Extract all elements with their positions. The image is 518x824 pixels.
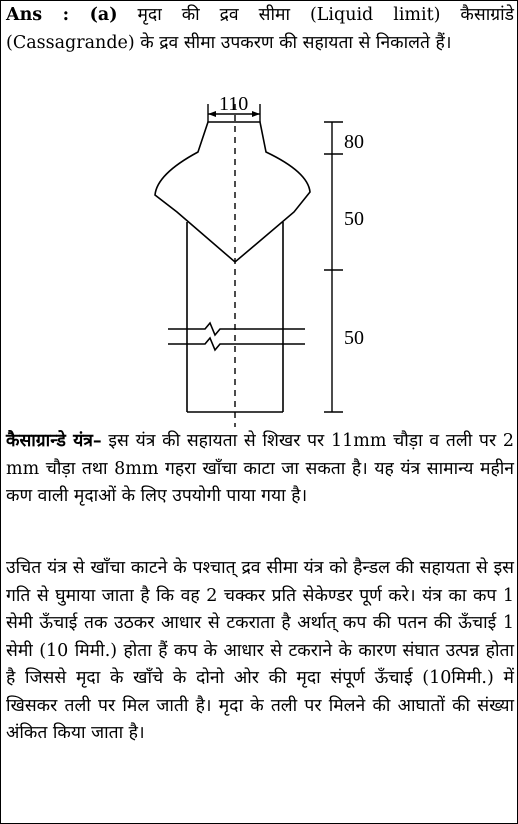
- grooving-tool-diagram: [140, 92, 380, 427]
- device-heading: कैसाग्रान्डे यंत्र–: [6, 431, 102, 451]
- device-paragraph: [6, 428, 514, 511]
- dimension-50-lower: 50: [344, 327, 364, 349]
- tool-outline: [155, 122, 310, 412]
- dimension-50-middle: 50: [344, 208, 364, 230]
- height-dimension: [324, 122, 343, 412]
- answer-intro-text: मृदा की द्रव सीमा (Liquid limit) कैसाग्रांडे (Cassagrande) के द्रव सीमा उपकरण की सहायता से निकालते हैं।: [6, 5, 514, 53]
- answer-intro: [6, 2, 514, 57]
- top-width-label: 110: [219, 93, 249, 115]
- device-text: इस यंत्र की सहायता से शिखर पर 11mm चौड़ा व तली पर 2 mm चौड़ा तथा 8mm गहरा खाँचा काटा जा सकता है। यह यंत्र सामान्य महीन कण वाली मृदाओं के लिए उपयोगी पाया गया है।: [6, 431, 514, 506]
- procedure-paragraph: उचित यंत्र से खाँचा काटने के पश्चात् द्रव सीमा यंत्र को हैन्डल की सहायता से इस गति से घुमाया जाता है कि वह 2 चक्कर प्रति सेकेण्डर पूर्ण करे। यंत्र का कप 1 सेमी ऊँचाई तक उठकर आधार से टकराता है अर्थात् कप की पतन की ऊँचाई 1 सेमी (10 मिमी.) होता हैं कप के आधार से टकराने के कारण संघात उत्पन्न होता है जिससे मृदा के खाँचे के दोनो ओर की मृदा संपूर्ण ऊँचाई (10मिमी.) में खिसकर तली पर मिल जाती है। मृदा के तली पर मिलने की आघातों की संख्या अंकित किया जाता है।: [6, 558, 514, 743]
- answer-label: Ans : (a): [6, 5, 118, 25]
- dimension-80: 80: [344, 131, 364, 153]
